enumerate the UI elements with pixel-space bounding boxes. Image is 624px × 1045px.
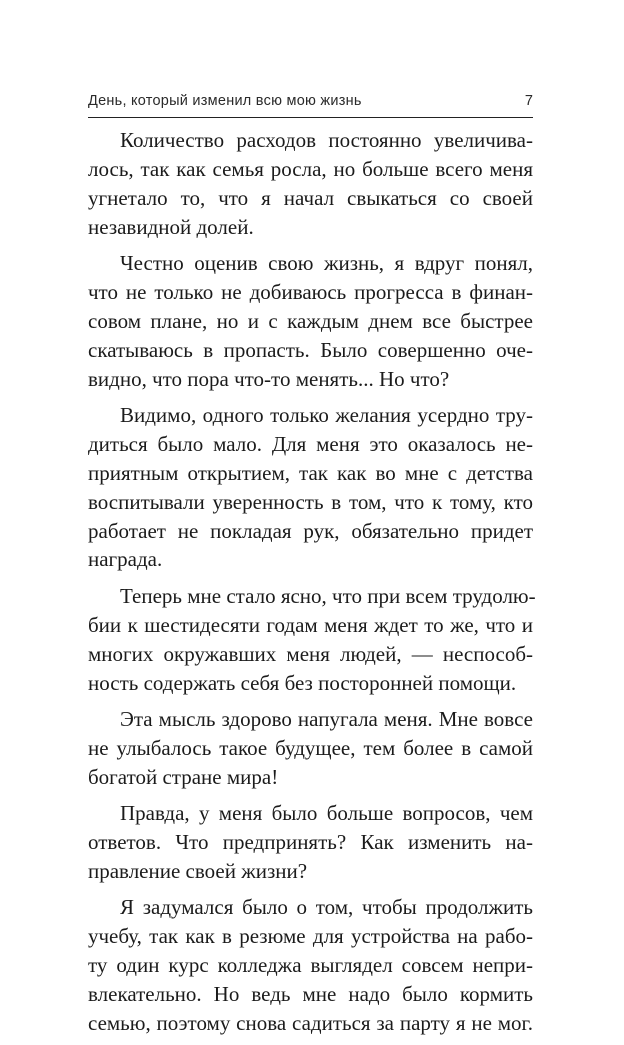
paragraph <box>88 582 536 698</box>
text-line: учебу, так как в резюме для устройства на рабо- <box>88 924 533 949</box>
text-line: что не только не добиваюсь прогресса в финан- <box>88 279 533 304</box>
text-line: диться было мало. Для меня это оказалось не- <box>88 431 533 456</box>
paragraph <box>88 705 533 792</box>
text-line: влекательно. Но ведь мне надо было кормить <box>88 981 533 1006</box>
text-line: Правда, у меня было больше вопросов, чем <box>120 801 533 826</box>
text-line: не улыбалось такое будущее, тем более в самой <box>88 735 533 760</box>
text-line: Видимо, одного только желания усердно тру- <box>120 403 533 428</box>
paragraph <box>88 401 533 574</box>
text-line: видно, что пора что-то менять... Но что? <box>88 366 450 391</box>
text-line: правление своей жизни? <box>88 858 308 883</box>
text-line: лось, так как семья росла, но больше всего меня <box>88 156 533 181</box>
running-header <box>88 93 533 118</box>
text-line: Количество расходов постоянно увеличива- <box>120 128 533 152</box>
text-line: награда. <box>88 547 163 572</box>
text-line: богатой стране мира! <box>88 764 279 789</box>
page-number: 7 <box>524 93 533 109</box>
text-line: приятным открытием, так как во мне с детства <box>88 460 533 485</box>
text-line: работает не покладая рук, обязательно придет <box>88 518 533 543</box>
body-text <box>88 126 536 1045</box>
text-line: угнетало то, что я начал свыкаться со своей <box>88 185 533 210</box>
text-line: многих окружавших меня людей, — неспособ- <box>88 641 533 666</box>
text-line: воспитывали уверенность в том, что к тому, кто <box>88 489 533 514</box>
text-line: Честно оценив свою жизнь, я вдруг понял, <box>120 251 533 276</box>
text-line: Эта мысль здорово напугала меня. Мне вовсе <box>120 706 533 731</box>
text-line: Я задумался было о том, чтобы продолжить <box>120 895 533 920</box>
text-line: совом плане, но и с каждым днем все быстрее <box>88 308 533 333</box>
text-line: ту один курс колледжа выглядел совсем непри- <box>88 953 533 978</box>
text-line: ность содержать себя без посторонней помощи. <box>88 670 517 695</box>
text-line: бии к шестидесяти годам меня ждет то же, что и <box>88 612 533 637</box>
text-line: Теперь мне стало ясно, что при всем трудолю- <box>120 583 536 608</box>
paragraph <box>88 126 533 242</box>
paragraph <box>88 799 533 886</box>
text-line: семью, поэтому снова садиться за парту я не мог. <box>88 1010 533 1035</box>
paragraph <box>88 893 533 1037</box>
text-line: скатываюсь в пропасть. Было совершенно оче- <box>88 337 533 362</box>
running-title: День, который изменил всю мою жизнь <box>88 93 362 109</box>
text-line: незавидной долей. <box>88 214 254 239</box>
paragraph <box>88 249 533 393</box>
text-line: ответов. Что предпринять? Как изменить на- <box>88 829 533 854</box>
